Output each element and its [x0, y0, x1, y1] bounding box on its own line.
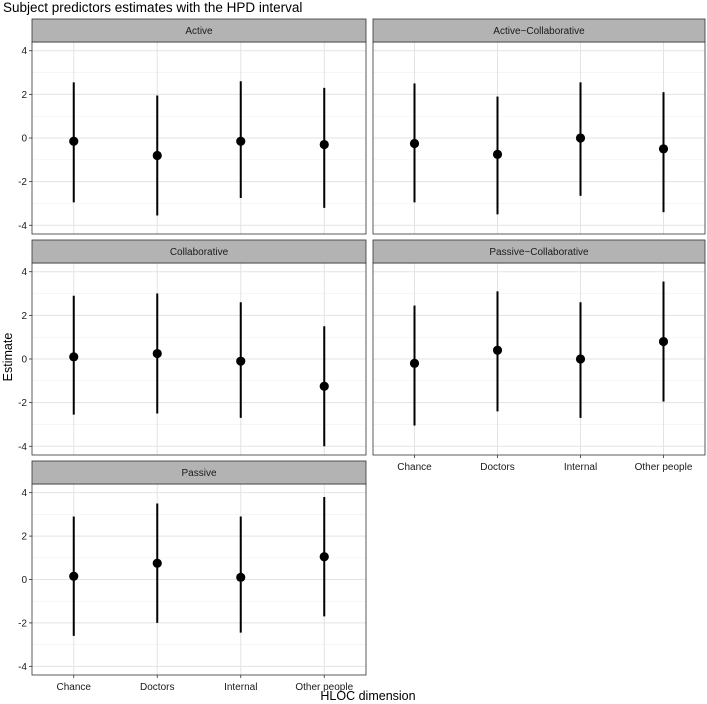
y-tick-label: 0: [21, 133, 27, 145]
estimate-point-doctors: [493, 346, 502, 355]
panel-passive: [18, 461, 366, 693]
x-tick-label: Other people: [295, 682, 354, 693]
panel-passive-collaborative: [373, 240, 705, 473]
estimate-point-other-people: [659, 337, 668, 346]
x-tick-label: Doctors: [480, 462, 515, 473]
x-axis-title: HLOC dimension: [320, 689, 416, 703]
estimate-point-internal: [236, 357, 245, 366]
y-tick-label: 2: [21, 89, 27, 101]
y-tick-label: 4: [21, 267, 27, 279]
x-tick-label: Internal: [224, 682, 258, 693]
y-tick-label: 0: [21, 354, 27, 366]
panel-collaborative: [18, 240, 366, 455]
estimate-point-doctors: [493, 150, 502, 159]
y-tick-label: -2: [18, 177, 27, 189]
estimate-point-chance: [410, 139, 419, 148]
y-axis-title: Estimate: [1, 332, 15, 382]
y-tick-label: -4: [18, 661, 27, 673]
x-tick-label: Internal: [563, 462, 598, 473]
estimate-point-chance: [69, 572, 78, 581]
y-tick-label: -4: [18, 441, 27, 453]
facet-label: Active−Collaborative: [493, 26, 585, 37]
estimate-point-other-people: [320, 552, 329, 561]
y-tick-label: 2: [21, 531, 27, 543]
x-tick-label: Chance: [56, 682, 91, 693]
facet-panels: [18, 19, 705, 693]
y-tick-label: -2: [18, 398, 27, 410]
x-tick-label: Doctors: [140, 682, 175, 693]
estimate-point-internal: [576, 133, 585, 142]
estimate-point-internal: [576, 354, 585, 363]
estimate-point-internal: [236, 573, 245, 582]
facet-label: Passive−Collaborative: [489, 247, 589, 258]
estimate-point-chance: [69, 137, 78, 146]
estimate-point-other-people: [320, 382, 329, 391]
y-tick-label: 4: [21, 488, 27, 500]
estimate-point-other-people: [320, 140, 329, 149]
estimate-point-doctors: [153, 349, 162, 358]
y-tick-label: 4: [21, 46, 27, 58]
facet-label: Collaborative: [169, 247, 229, 258]
y-tick-label: 0: [21, 575, 27, 586]
panel-active-collaborative: [373, 19, 705, 234]
estimate-point-chance: [69, 352, 78, 361]
panel-active: [18, 19, 366, 234]
y-tick-label: -4: [18, 220, 27, 232]
estimate-point-doctors: [153, 559, 162, 568]
y-tick-label: 2: [21, 310, 27, 322]
y-tick-label: -2: [18, 618, 27, 630]
estimate-point-doctors: [153, 151, 162, 160]
x-tick-label: Other people: [634, 462, 693, 473]
estimate-point-internal: [236, 137, 245, 146]
facet-label: Passive: [181, 468, 217, 479]
facet-label: Active: [185, 26, 213, 37]
estimate-point-other-people: [659, 144, 668, 153]
chart-title: Subject predictors estimates with the HPD interval: [3, 0, 303, 15]
estimate-point-chance: [410, 359, 419, 368]
x-tick-label: Chance: [397, 462, 432, 473]
